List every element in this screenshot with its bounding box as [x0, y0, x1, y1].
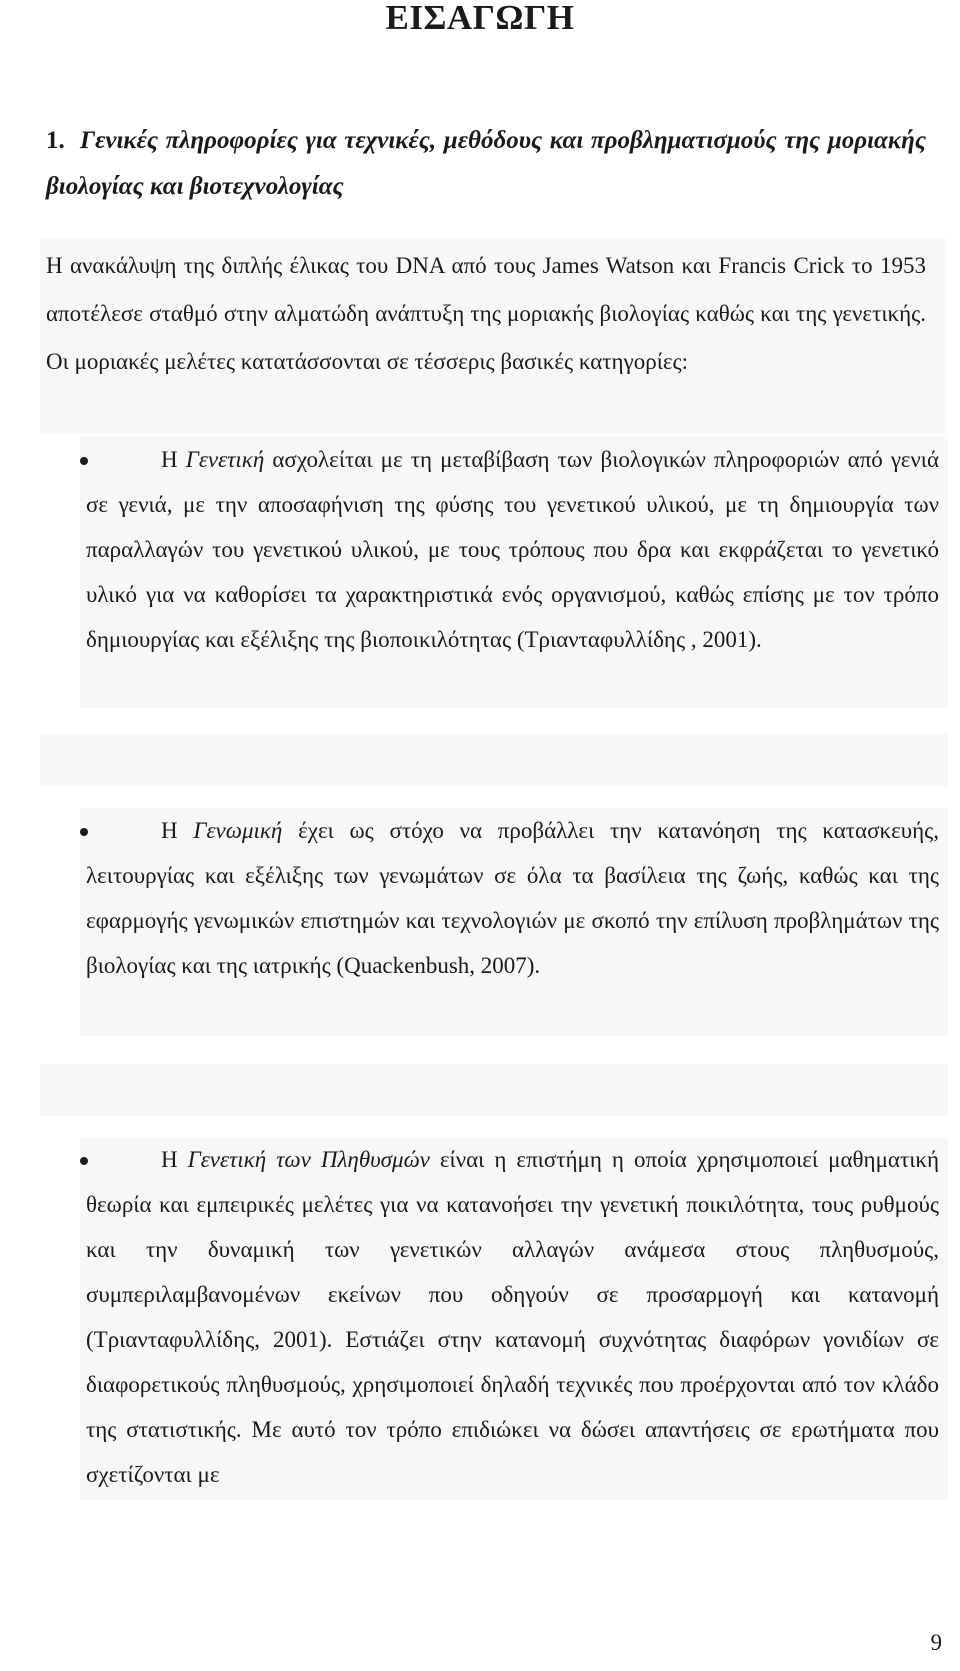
bullet-item-genetics — [86, 437, 939, 662]
page-number: 9 — [930, 1630, 942, 1655]
bullet-icon — [80, 1157, 88, 1165]
page-title: ΕΙΣΑΓΩΓΗ — [385, 0, 575, 37]
bullet-item-genomics — [86, 808, 939, 988]
bullet-term: Γενετική — [185, 447, 265, 472]
gap-band — [40, 734, 948, 786]
bullet-icon — [80, 457, 88, 465]
gap-band — [40, 1064, 948, 1116]
bullet-icon — [80, 828, 88, 836]
intro-paragraph: Η ανακάλυψη της διπλής έλικας του DNA από τους James Watson και Francis Crick το 1953 αποτέλεσε σταθμό στην αλματώδη ανάπτυξη της μοριακής βιολογίας καθώς και της γενετικής. Οι μοριακές μελέτες κατατάσσονται σε τέσσερις βασικές κατηγορίες: — [46, 253, 926, 374]
bullet-term: Γενετική των Πληθυσμών — [187, 1147, 430, 1172]
section-heading-text: Γενικές πληροφορίες για τεχνικές, μεθόδους και προβληματισμούς της μοριακής βιολογίας και βιοτεχνολογίας — [46, 127, 926, 200]
section-number: 1. — [46, 127, 65, 154]
bullet-text: έχει ως στόχο να προβάλλει την κατανόηση της κατασκευής, λειτουργίας και εξέλιξης των γενωμάτων σε όλα τα βασίλεια της ζωής, καθώς και της εφαρμογής γενωμικών επιστημών και τεχνολογιών με σκοπό την επίλυση προβλημάτων της βιολογίας και της ιατρικής (Quackenbush, 2007). — [86, 818, 939, 978]
bullet-prefix: Η — [161, 447, 186, 472]
section-heading — [46, 118, 926, 210]
bullet-prefix: Η — [161, 818, 194, 843]
bullet-text: είναι η επιστήμη η οποία χρησιμοποιεί μαθηματική θεωρία και εμπειρικές μελέτες για να κατανοήσει την γενετική ποικιλότητα, τους ρυθμούς και την δυναμική των γενετικών αλλαγών ανάμεσα στους πληθυσμούς, συμπεριλαμβανομένων εκείνων που οδηγούν σε προσαρμογή και κατανομή (Τριανταφυλλίδης, 2001). Εστιάζει στην κατανομή συχνότητας διαφόρων γονιδίων σε διαφορετικούς πληθυσμούς, χρησιμοποιεί δηλαδή τεχνικές που προέρχονται από τον κλάδο της στατιστικής. Με αυτό τον τρόπο επιδιώκει να δώσει απαντήσεις σε ερωτήματα που σχετίζονται με — [86, 1147, 939, 1487]
bullet-term: Γενωμική — [193, 818, 283, 843]
bullet-item-population-genetics — [86, 1137, 939, 1497]
bullet-prefix: Η — [161, 1147, 188, 1172]
bullet-text: ασχολείται με τη μεταβίβαση των βιολογικών πληροφοριών από γενιά σε γενιά, με την αποσαφήνιση της φύσης του γενετικού υλικού, με τη δημιουργία των παραλλαγών του γενετικού υλικού, με τους τρόπους που δρα και εκφράζεται το γενετικό υλικό για να καθορίσει τα χαρακτηριστικά ενός οργανισμού, καθώς επίσης με τον τρόπο δημιουργίας και εξέλιξης της βιοποικιλότητας (Τριανταφυλλίδης , 2001). — [86, 447, 939, 652]
